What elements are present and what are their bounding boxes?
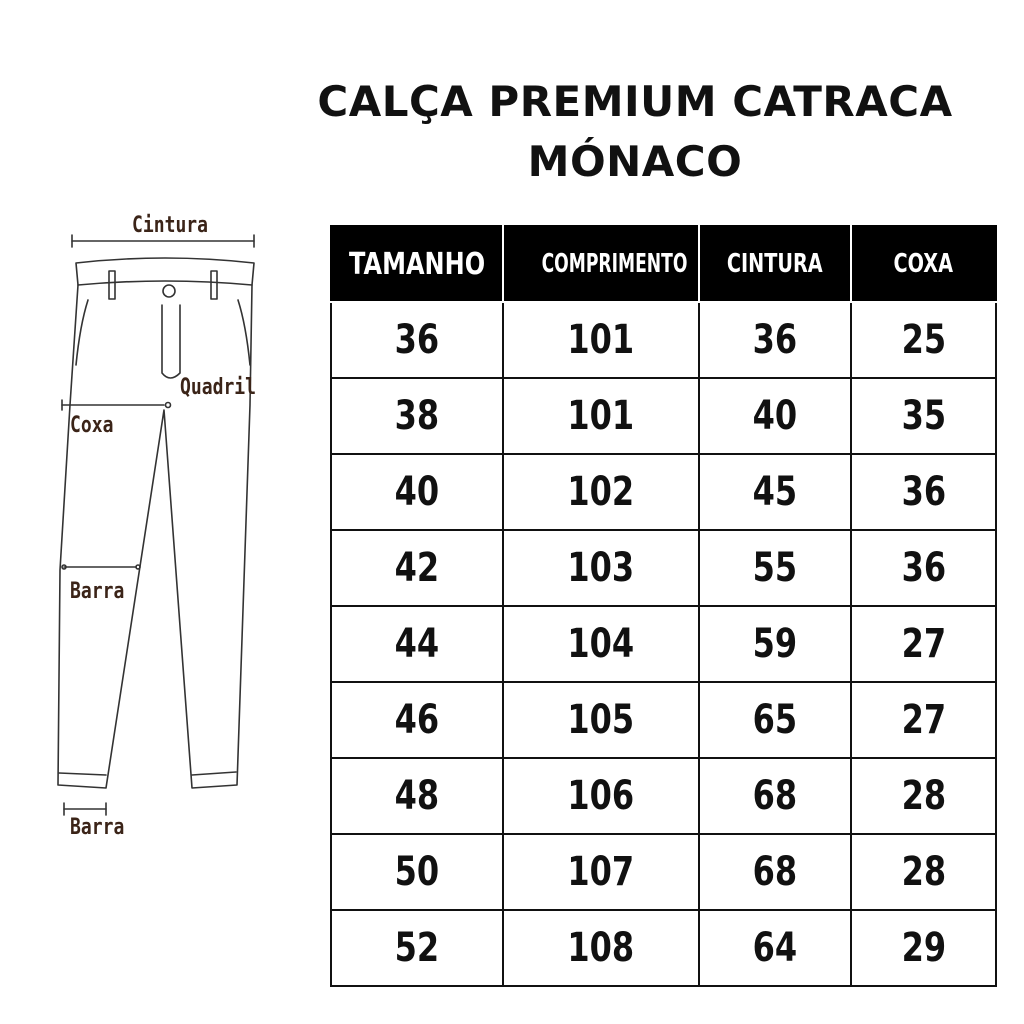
cell-cintura: 36 [699, 302, 851, 378]
table-row [331, 454, 996, 530]
column-header-cintura: CINTURA [699, 226, 851, 302]
cell-cintura: 55 [699, 530, 851, 606]
cell-comprimento: 103 [503, 530, 699, 606]
barra-bottom-label: Barra [70, 815, 125, 840]
page-title-line-2: MÓNACO [527, 137, 743, 186]
barra-mid-label: Barra [70, 579, 125, 604]
table-row [331, 758, 996, 834]
cell-coxa: 28 [851, 758, 996, 834]
cell-tamanho: 42 [331, 530, 503, 606]
cell-coxa: 35 [851, 378, 996, 454]
cell-coxa: 29 [851, 910, 996, 986]
cell-cintura: 68 [699, 758, 851, 834]
table-header-row [331, 226, 996, 302]
cell-coxa: 25 [851, 302, 996, 378]
cell-tamanho: 36 [331, 302, 503, 378]
table-row [331, 834, 996, 910]
page-title-line-1: CALÇA PREMIUM CATRACA [317, 77, 953, 126]
quadril-label: Quadril [180, 375, 257, 400]
cell-coxa: 27 [851, 606, 996, 682]
cell-comprimento: 104 [503, 606, 699, 682]
cell-comprimento: 108 [503, 910, 699, 986]
cell-tamanho: 52 [331, 910, 503, 986]
pants-measurement-diagram [40, 205, 280, 855]
table-row [331, 302, 996, 378]
cell-cintura: 65 [699, 682, 851, 758]
cell-cintura: 40 [699, 378, 851, 454]
cell-comprimento: 107 [503, 834, 699, 910]
cell-tamanho: 38 [331, 378, 503, 454]
cell-coxa: 36 [851, 530, 996, 606]
coxa-label: Coxa [70, 413, 114, 438]
cintura-label: Cintura [132, 213, 209, 238]
cell-coxa: 28 [851, 834, 996, 910]
cell-comprimento: 106 [503, 758, 699, 834]
cell-comprimento: 101 [503, 302, 699, 378]
cell-comprimento: 105 [503, 682, 699, 758]
cell-coxa: 36 [851, 454, 996, 530]
column-header-coxa: COXA [851, 226, 996, 302]
cell-coxa: 27 [851, 682, 996, 758]
cell-cintura: 59 [699, 606, 851, 682]
table-row [331, 910, 996, 986]
cell-tamanho: 50 [331, 834, 503, 910]
cell-tamanho: 44 [331, 606, 503, 682]
pants-illustration [40, 205, 280, 855]
column-header-comprimento: COMPRIMENTO [503, 226, 699, 302]
size-table [330, 225, 997, 987]
cell-tamanho: 46 [331, 682, 503, 758]
cell-comprimento: 102 [503, 454, 699, 530]
cell-comprimento: 101 [503, 378, 699, 454]
table-row [331, 530, 996, 606]
column-header-tamanho: TAMANHO [331, 226, 503, 302]
cell-cintura: 45 [699, 454, 851, 530]
table-row [331, 682, 996, 758]
cell-tamanho: 48 [331, 758, 503, 834]
cell-cintura: 64 [699, 910, 851, 986]
table-row [331, 378, 996, 454]
table-row [331, 606, 996, 682]
cell-tamanho: 40 [331, 454, 503, 530]
cell-cintura: 68 [699, 834, 851, 910]
